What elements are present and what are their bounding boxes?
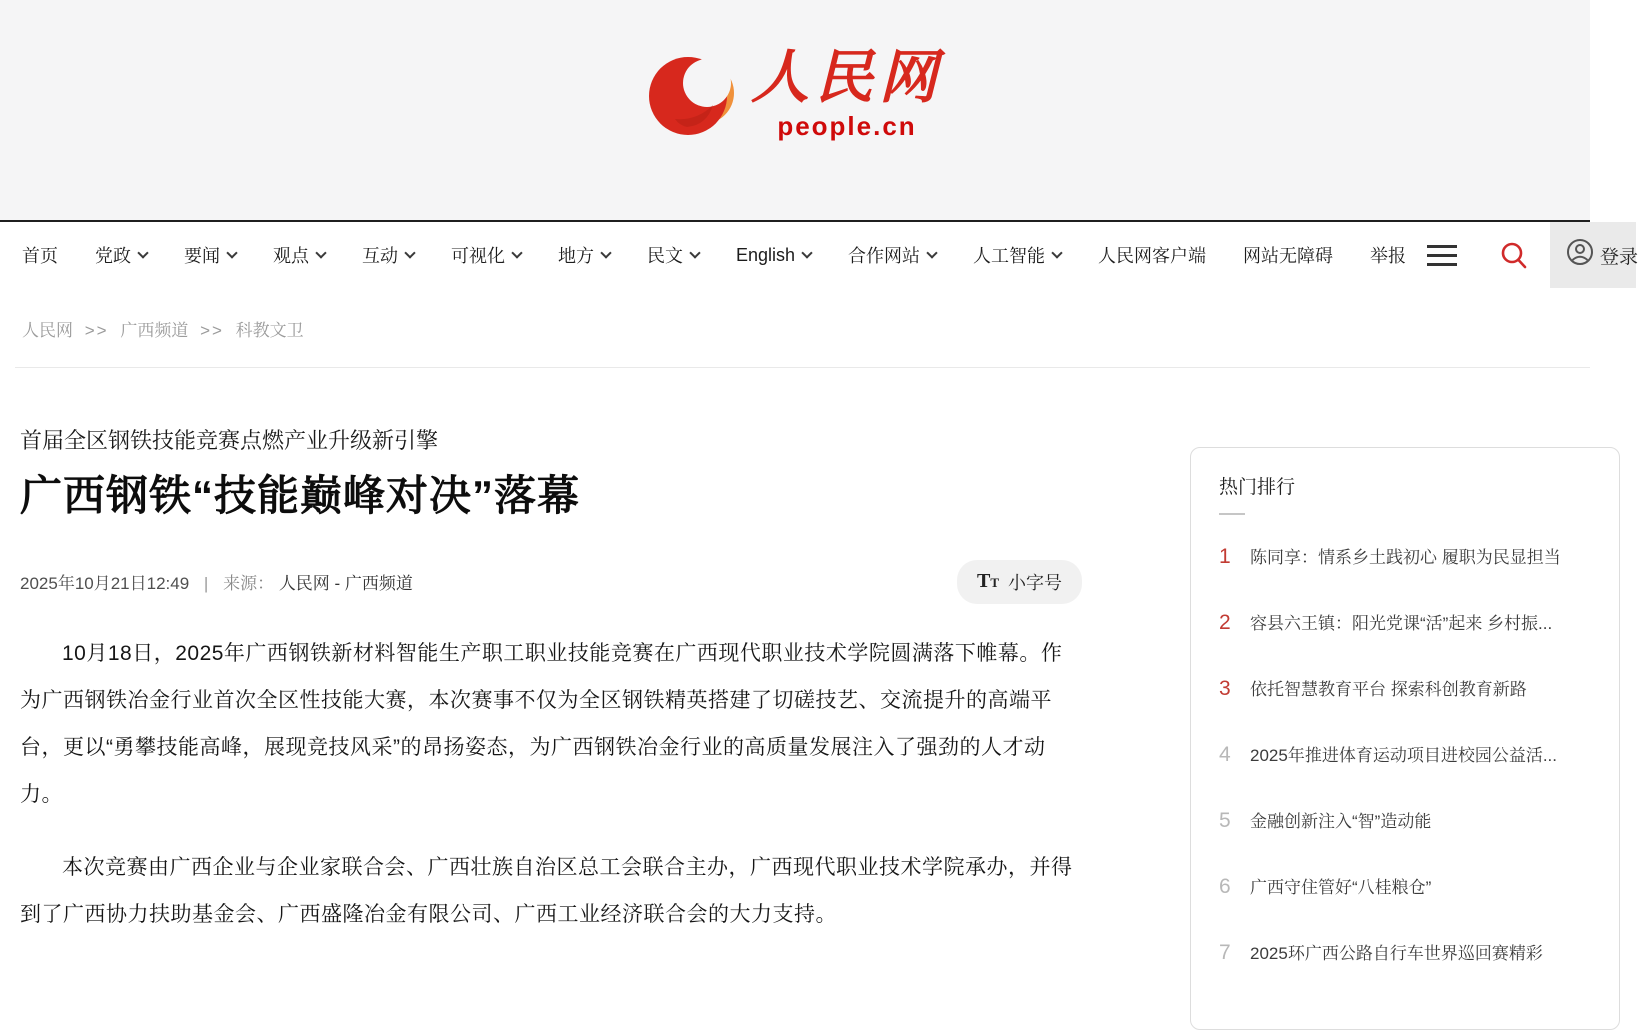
hot-ranking-title: 热门排行 — [1219, 477, 1296, 498]
search-icon[interactable] — [1478, 222, 1550, 288]
font-size-button[interactable] — [957, 560, 1082, 604]
article-meta — [20, 569, 413, 594]
logo-domain-name: people.cn — [777, 110, 917, 141]
ranking-item[interactable] — [1219, 675, 1591, 701]
chevron-down-icon — [926, 247, 937, 258]
meta-separator: | — [203, 574, 209, 594]
hot-ranking-list — [1219, 543, 1591, 965]
nav-item-label: 首页 — [22, 246, 58, 266]
chevron-down-icon — [315, 247, 326, 258]
hot-ranking-panel — [1190, 447, 1620, 1030]
rank-number: 2 — [1219, 611, 1231, 634]
rank-number: 6 — [1219, 875, 1231, 898]
nav-item-accessibility[interactable] — [1243, 242, 1333, 268]
article-paragraph: 10月18日，2025年广西钢铁新材料智能生产职工职业技能竞赛在广西现代职业技术学院圆满落下帷幕。作为广西钢铁冶金行业首次全区性技能大赛，本次赛事不仅为全区钢铁精英搭建了切磋技艺、交流提升的高端平台，更以“勇攀技能高峰，展现竞技风采”的昂扬姿态，为广西钢铁冶金行业的高质量发展注入了强劲的人才动力。 — [20, 641, 1063, 806]
nav-item-party[interactable] — [95, 242, 147, 268]
login-button[interactable] — [1550, 222, 1636, 288]
breadcrumb-link-guangxi-channel[interactable]: 广西频道 — [120, 321, 189, 340]
nav-item-local[interactable] — [558, 242, 610, 268]
font-size-button-label: 小字号 — [1008, 572, 1062, 593]
breadcrumb-separator: >> — [84, 321, 109, 340]
nav-item-label: 要闻 — [184, 246, 220, 266]
article-kicker: 首届全区钢铁技能竞赛点燃产业升级新引擎 — [20, 428, 439, 453]
rank-text: 广西守住管好“八桂粮仓” — [1250, 878, 1432, 897]
nav-item-label: 人民网客户端 — [1098, 246, 1207, 266]
rank-text: 容县六王镇：阳光党课“活”起来 乡村振... — [1250, 614, 1553, 633]
chevron-down-icon — [511, 247, 522, 258]
source-label: 来源： — [223, 574, 275, 594]
logo-text — [750, 44, 943, 142]
chevron-down-icon — [1051, 247, 1062, 258]
nav-item-label: 举报 — [1370, 246, 1407, 266]
nav-item-app-client[interactable] — [1098, 242, 1206, 268]
nav-item-label: 党政 — [95, 246, 131, 266]
nav-item-label: 地方 — [558, 246, 594, 266]
ranking-item[interactable] — [1219, 939, 1591, 965]
ranking-item[interactable] — [1219, 741, 1591, 767]
publish-date: 2025年10月21日12:49 — [20, 574, 190, 594]
chevron-down-icon — [226, 247, 237, 258]
site-header — [0, 0, 1590, 222]
rank-number: 3 — [1219, 677, 1231, 700]
ranking-item[interactable] — [1219, 543, 1591, 569]
nav-item-visual[interactable] — [451, 242, 521, 268]
nav-right — [1406, 222, 1636, 288]
nav-item-label: 互动 — [362, 246, 398, 266]
breadcrumb-separator: >> — [200, 321, 224, 340]
chevron-down-icon — [689, 247, 700, 258]
chevron-down-icon — [404, 247, 415, 258]
rank-text: 依托智慧教育平台 探索科创教育新路 — [1250, 680, 1527, 699]
main-nav — [0, 222, 1638, 288]
font-size-icon: TT — [976, 570, 999, 593]
rank-text: 金融创新注入“智”造动能 — [1250, 812, 1432, 831]
hot-ranking-title-underline — [1219, 513, 1245, 515]
article-paragraph: 本次竞赛由广西企业与企业家联合会、广西壮族自治区总工会联合主办，广西现代职业技术学院承办，并得到了广西协力扶助基金会、广西盛隆冶金有限公司、广西工业经济联合会的大力支持。 — [20, 855, 1073, 926]
rank-number: 7 — [1219, 941, 1231, 964]
ranking-item[interactable] — [1219, 609, 1591, 635]
nav-items — [22, 222, 1406, 288]
rank-number: 1 — [1219, 545, 1231, 568]
rank-number: 5 — [1219, 809, 1231, 832]
article-meta-row — [20, 560, 1082, 604]
ranking-item[interactable] — [1219, 873, 1591, 899]
logo-chinese-name: 人民网 — [750, 44, 943, 110]
rank-number: 4 — [1219, 743, 1231, 766]
nav-item-opinion[interactable] — [273, 242, 325, 268]
nav-item-label: 观点 — [273, 246, 309, 266]
rank-text: 2025环广西公路自行车世界巡回赛精彩 — [1250, 944, 1543, 963]
user-icon — [1566, 238, 1594, 272]
breadcrumb-link-people[interactable]: 人民网 — [22, 321, 73, 340]
people-cn-logo[interactable] — [647, 44, 943, 142]
ranking-item[interactable] — [1219, 807, 1591, 833]
breadcrumb-link-sci-edu[interactable]: 科教文卫 — [235, 321, 304, 340]
nav-item-home[interactable] — [22, 242, 58, 268]
article-title: 广西钢铁“技能巅峰对决”落幕 — [20, 472, 581, 519]
nav-item-minority-lang[interactable] — [647, 242, 699, 268]
chevron-down-icon — [137, 247, 148, 258]
nav-item-label: 人工智能 — [973, 246, 1046, 266]
nav-item-label: 民文 — [647, 246, 683, 266]
rank-text: 陈同享：情系乡土践初心 履职为民显担当 — [1250, 548, 1561, 567]
nav-item-label: English — [736, 244, 796, 265]
chevron-down-icon — [600, 247, 611, 258]
nav-item-interact[interactable] — [362, 242, 414, 268]
nav-item-partners[interactable] — [848, 242, 936, 268]
source-link[interactable]: 人民网 - 广西频道 — [278, 574, 413, 594]
menu-icon[interactable] — [1406, 222, 1478, 288]
people-logo-crescent-icon — [647, 49, 735, 141]
nav-item-label: 可视化 — [451, 246, 505, 266]
breadcrumb — [22, 316, 1590, 341]
nav-item-report[interactable] — [1370, 242, 1406, 268]
article — [20, 424, 1082, 938]
nav-item-ai[interactable] — [973, 242, 1061, 268]
login-label: 登录 — [1600, 246, 1638, 268]
rank-text: 2025年推进体育运动项目进校园公益活... — [1250, 746, 1557, 765]
nav-item-english[interactable] — [736, 245, 811, 266]
nav-item-label: 网站无障碍 — [1243, 246, 1334, 266]
chevron-down-icon — [801, 247, 812, 258]
breadcrumb-divider — [15, 367, 1590, 368]
nav-item-label: 合作网站 — [848, 246, 921, 266]
nav-item-news[interactable] — [184, 242, 236, 268]
